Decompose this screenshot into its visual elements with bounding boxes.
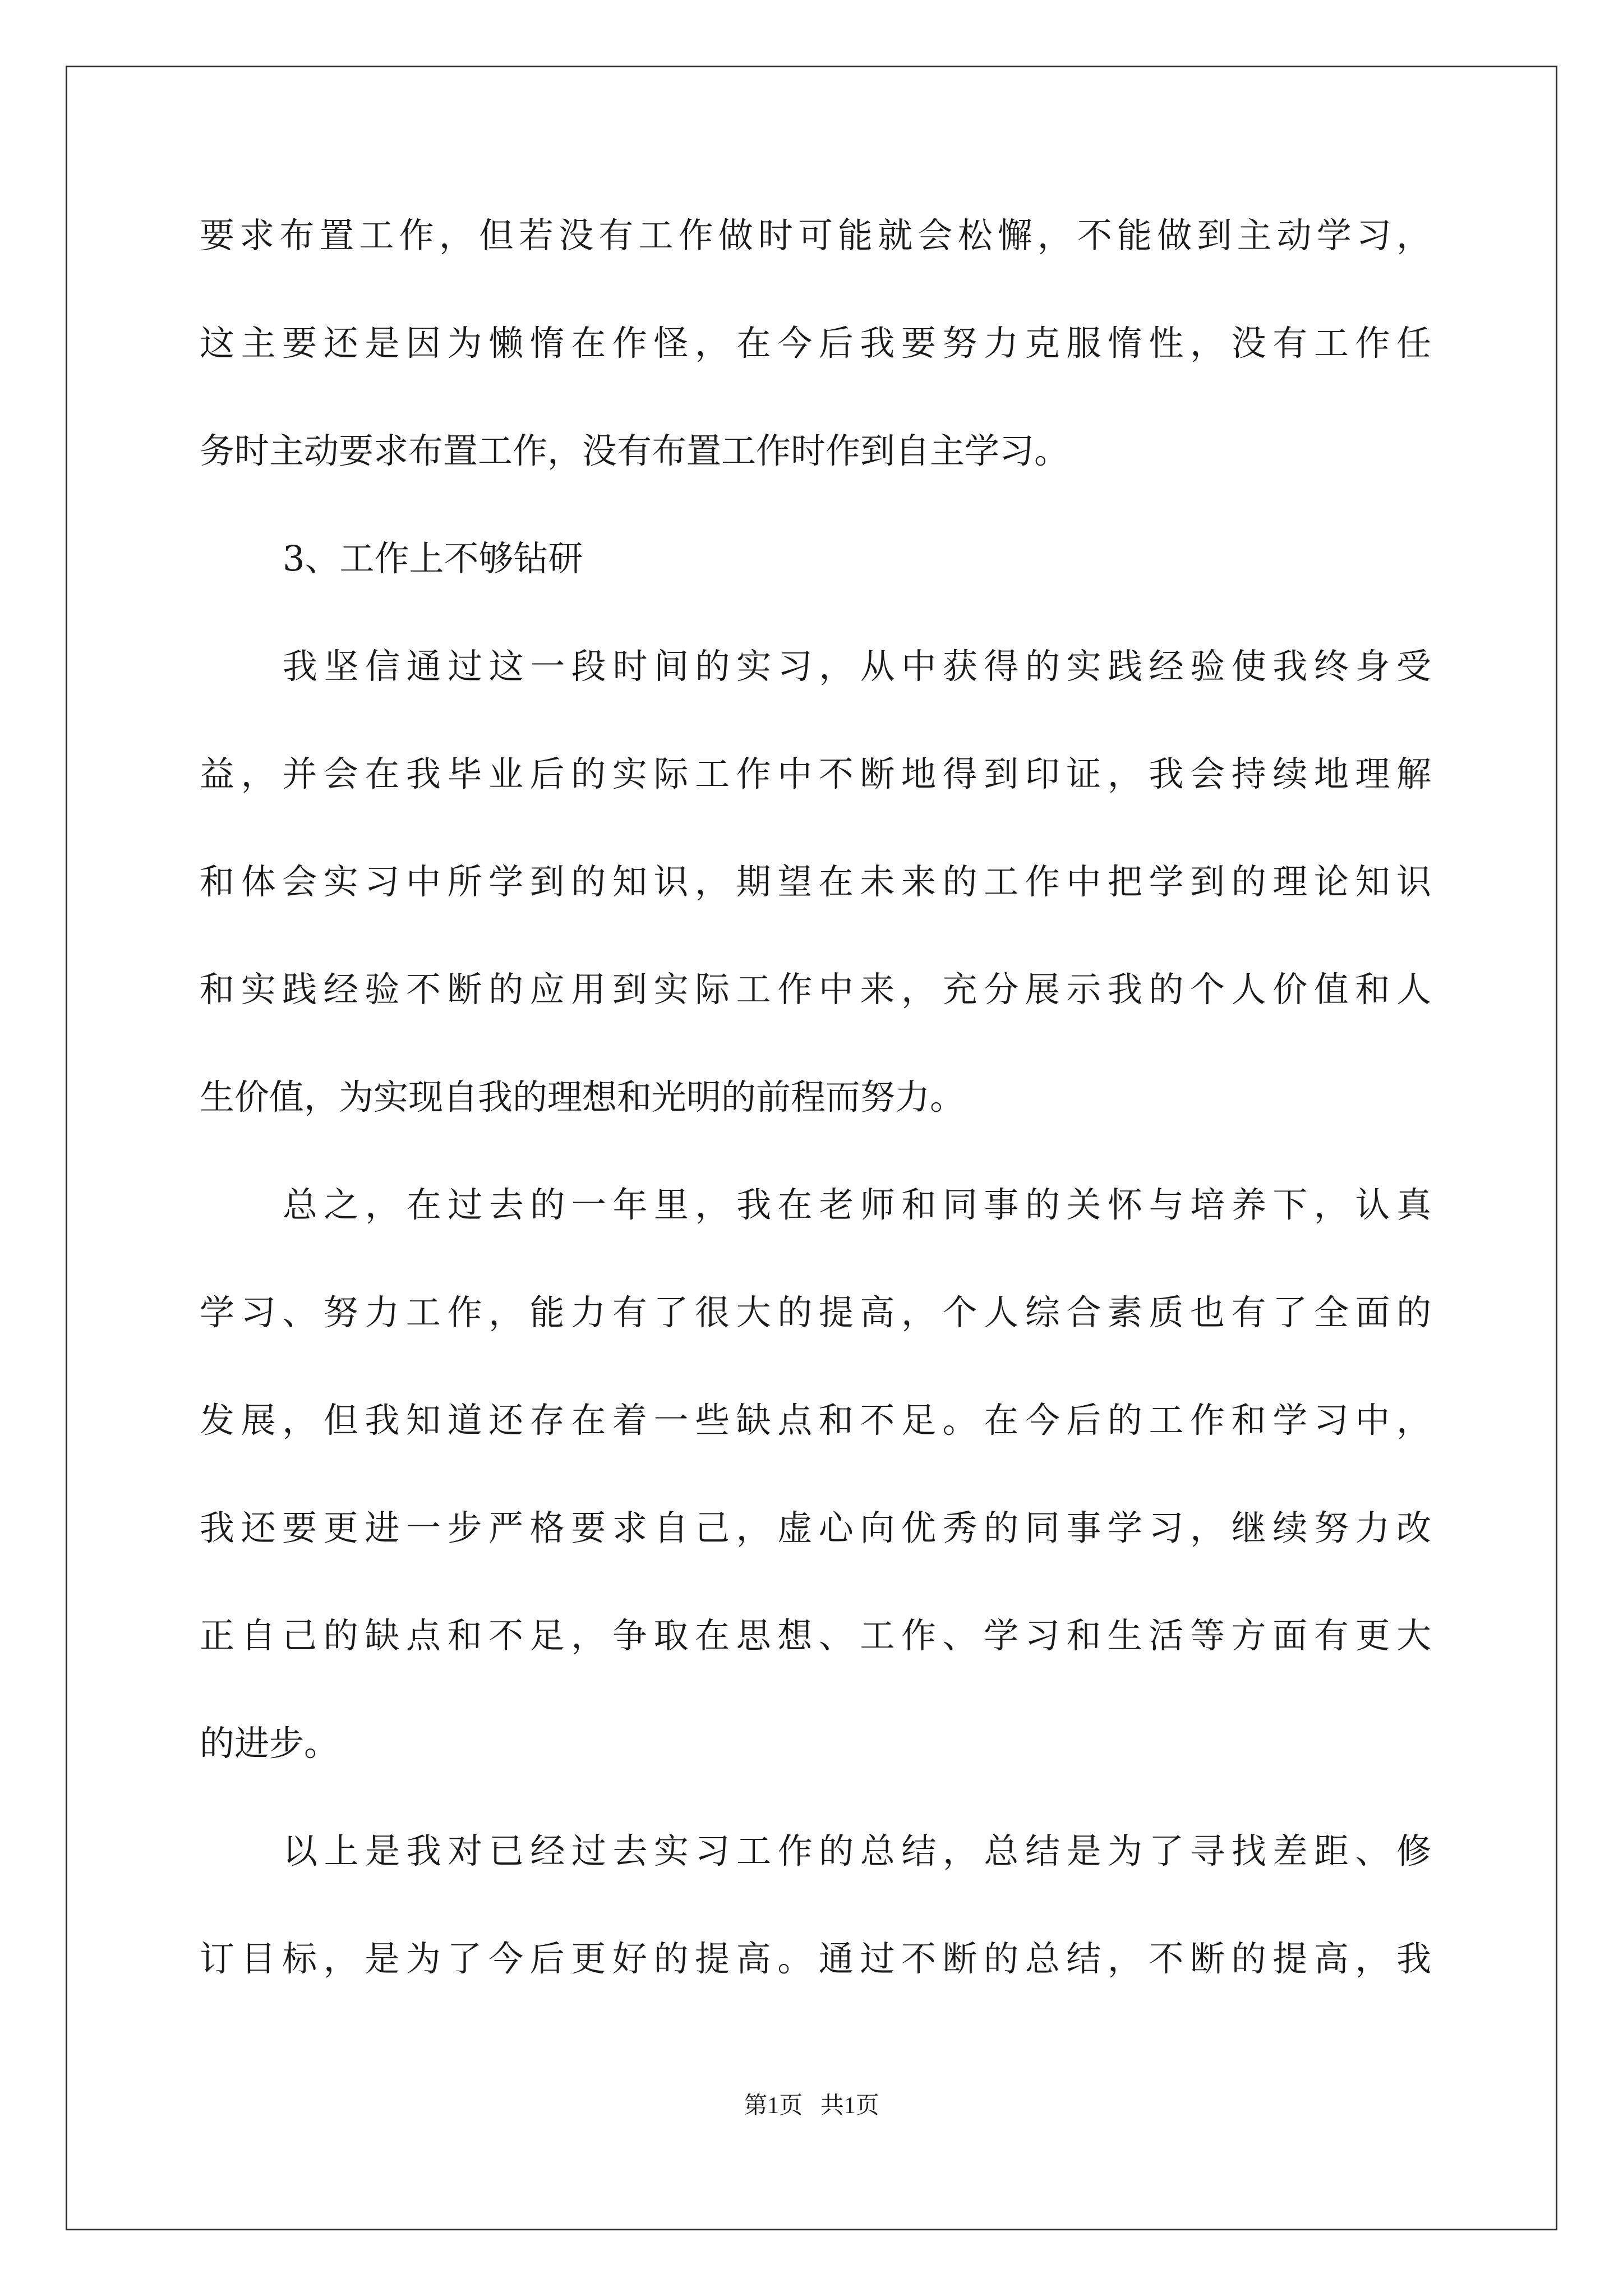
text-line: 订目标，是为了今后更好的提高。通过不断的总结，不断的提高，我: [200, 1938, 1431, 1979]
text-line: 以上是我对已经过去实习工作的总结，总结是为了寻找差距、修: [283, 1830, 1431, 1871]
text-line: 生价值，为实现自我的理想和光明的前程而努力。: [200, 1076, 965, 1117]
text-line: 益，并会在我毕业后的实际工作中不断地得到印证，我会持续地理解: [200, 753, 1431, 794]
text-line: 这主要还是因为懒惰在作怪，在今后我要努力克服惰性，没有工作任: [200, 323, 1431, 364]
text-line: 正自己的缺点和不足，争取在思想、工作、学习和生活等方面有更大: [200, 1615, 1431, 1656]
text-line: 务时主动要求布置工作，没有布置工作时作到自主学习。: [200, 430, 1069, 471]
text-line: 总之，在过去的一年里，我在老师和同事的关怀与培养下，认真: [283, 1184, 1431, 1225]
document-body: [200, 208, 1431, 2039]
text-line: 和体会实习中所学到的知识，期望在未来的工作中把学到的理论知识: [200, 861, 1431, 902]
text-line: 发展，但我知道还存在着一些缺点和不足。在今后的工作和学习中，: [200, 1400, 1431, 1441]
text-line: 的进步。: [200, 1723, 339, 1764]
text-line: 要求布置工作，但若没有工作做时可能就会松懈，不能做到主动学习，: [200, 215, 1431, 256]
text-line: 学习、努力工作，能力有了很大的提高，个人综合素质也有了全面的: [200, 1292, 1431, 1333]
page-number-footer: 第1页 共1页: [744, 2093, 879, 2119]
section-heading: 3、工作上不够钻研: [283, 538, 583, 579]
text-line: 我还要更进一步严格要求自己，虚心向优秀的同事学习，继续努力改: [200, 1507, 1431, 1548]
text-line: 和实践经验不断的应用到实际工作中来，充分展示我的个人价值和人: [200, 969, 1431, 1010]
text-line: 我坚信通过这一段时间的实习，从中获得的实践经验使我终身受: [283, 646, 1431, 687]
